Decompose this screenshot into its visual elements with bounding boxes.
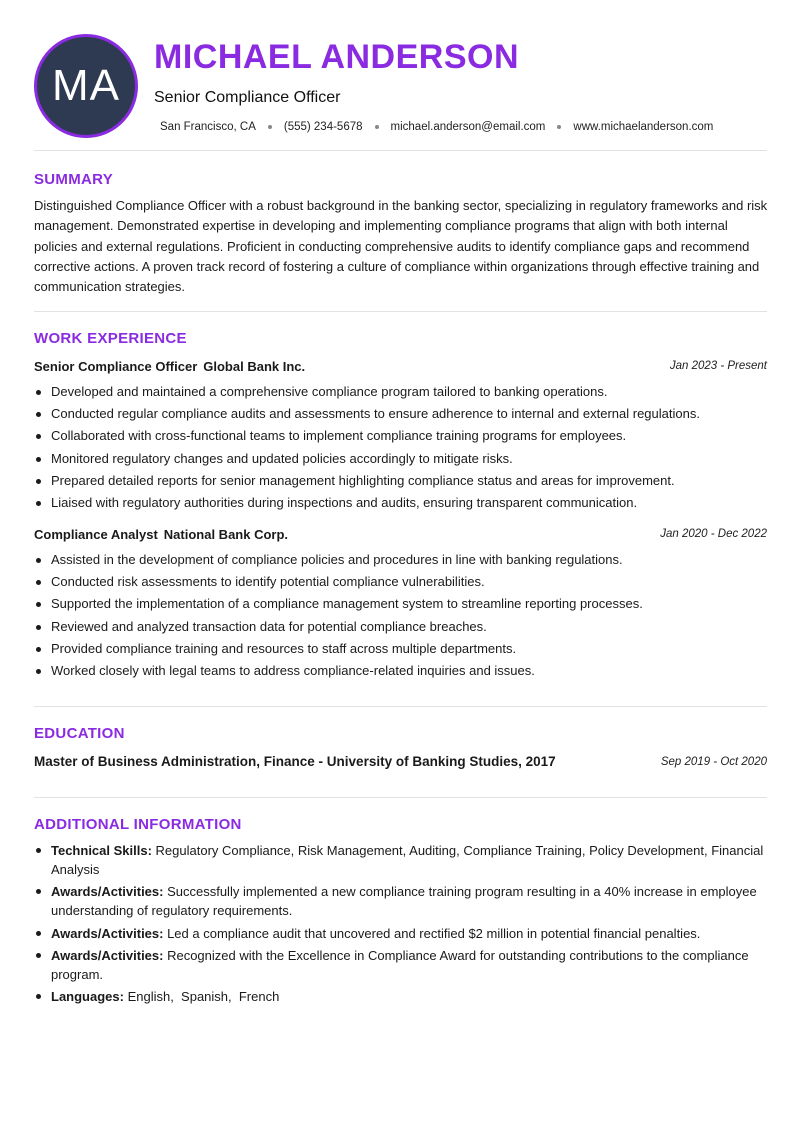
list-item: Assisted in the development of compliance policies and procedures in line with banking regulations. (51, 549, 767, 571)
list-item: Supported the implementation of a compliance management system to streamline reporting processes. (51, 593, 767, 615)
separator-dot (557, 125, 561, 129)
list-item: Conducted risk assessments to identify potential compliance vulnerabilities. (51, 571, 767, 593)
summary-text: Distinguished Compliance Officer with a robust background in the banking sector, specializing in regulatory frameworks and risk management. Demonstrated expertise in developing and implementing compliance programs that align with both internal policies and external regulations. Proficient in conducting comprehensive audits to identify compliance gaps and recommend corrective actions. A proven track record of fostering a culture of compliance within organizations through effective training and communication strategies. (34, 198, 768, 295)
section-divider (34, 706, 767, 707)
list-item (51, 882, 767, 920)
avatar (34, 34, 138, 138)
list-item (51, 946, 767, 984)
info-text: Regulatory Compliance, Risk Management, Auditing, Compliance Training, Policy Development, Financial Analysis (51, 843, 764, 877)
additional-info-heading: ADDITIONAL INFORMATION (34, 816, 242, 833)
list-item: Liaised with regulatory authorities during inspections and audits, ensuring transparent communication. (51, 492, 767, 514)
additional-info-list (51, 841, 767, 1009)
section-divider (34, 797, 767, 798)
info-text: Recognized with the Excellence in Compliance Award for outstanding contributions to the compliance program. (51, 947, 749, 982)
education-dates: Sep 2019 - Oct 2020 (660, 756, 767, 768)
separator-dot (268, 125, 272, 129)
list-item: Conducted regular compliance audits and assessments to ensure adherence to internal and external regulations. (51, 403, 767, 425)
list-item (51, 987, 767, 1006)
resume-header (34, 34, 767, 138)
list-item: Reviewed and analyzed transaction data for potential compliance breaches. (51, 616, 767, 638)
candidate-name: MICHAEL ANDERSON (154, 38, 520, 76)
list-item: Developed and maintained a comprehensive compliance program tailored to banking operations. (51, 381, 767, 403)
contact-phone: (555) 234-5678 (283, 121, 363, 133)
job-header (34, 527, 767, 545)
list-item: Monitored regulatory changes and updated policies accordingly to mitigate risks. (51, 448, 767, 470)
education-degree: Master of Business Administration, Finance - University of Banking Studies, 2017 (34, 754, 556, 769)
separator-dot (375, 125, 379, 129)
info-text: Led a compliance audit that uncovered and rectified $2 million in potential financial penalties. (163, 925, 701, 941)
contact-bar (160, 121, 713, 133)
contact-location: San Francisco, CA (160, 121, 256, 133)
education-heading: EDUCATION (34, 725, 125, 742)
summary-heading: SUMMARY (34, 171, 114, 188)
work-experience-heading: WORK EXPERIENCE (34, 330, 187, 347)
info-label: Languages: (51, 989, 124, 1005)
job-company: National Bank Corp. (163, 527, 289, 542)
list-item: Provided compliance training and resources to staff across multiple departments. (51, 638, 767, 660)
info-label: Awards/Activities: (51, 947, 164, 963)
list-item: Worked closely with legal teams to address compliance-related inquiries and issues. (51, 660, 767, 682)
job-role: Senior Compliance Officer (34, 359, 198, 374)
job-company: Global Bank Inc. (203, 359, 306, 374)
info-label: Awards/Activities: (51, 925, 164, 941)
job-dates: Jan 2020 - Dec 2022 (660, 528, 767, 540)
section-divider (34, 150, 767, 151)
job-header (34, 359, 767, 377)
job-bullet-list (51, 381, 767, 514)
contact-email[interactable]: michael.anderson@email.com (390, 121, 546, 133)
job-title-line (34, 527, 288, 542)
info-text: Successfully implemented a new compliance training program resulting in a 40% increase in employee understanding of regulatory requirements. (51, 884, 757, 919)
education-entry (34, 754, 767, 772)
job-dates: Jan 2023 - Present (669, 360, 767, 372)
info-label: Technical Skills: (51, 843, 152, 858)
list-item: Prepared detailed reports for senior management highlighting compliance status and areas for improvement. (51, 470, 767, 492)
section-divider (34, 311, 767, 312)
info-text: English, Spanish, French (123, 989, 280, 1005)
candidate-title: Senior Compliance Officer (154, 89, 341, 106)
info-label: Awards/Activities: (51, 884, 164, 900)
list-item (51, 841, 767, 879)
avatar-initials: MA (52, 61, 120, 110)
list-item (51, 924, 767, 943)
list-item: Collaborated with cross-functional teams to implement compliance training programs for employees. (51, 425, 767, 447)
contact-website[interactable]: www.michaelanderson.com (573, 121, 714, 133)
job-role: Compliance Analyst (34, 527, 158, 542)
job-bullet-list (51, 549, 767, 682)
job-title-line (34, 359, 305, 374)
